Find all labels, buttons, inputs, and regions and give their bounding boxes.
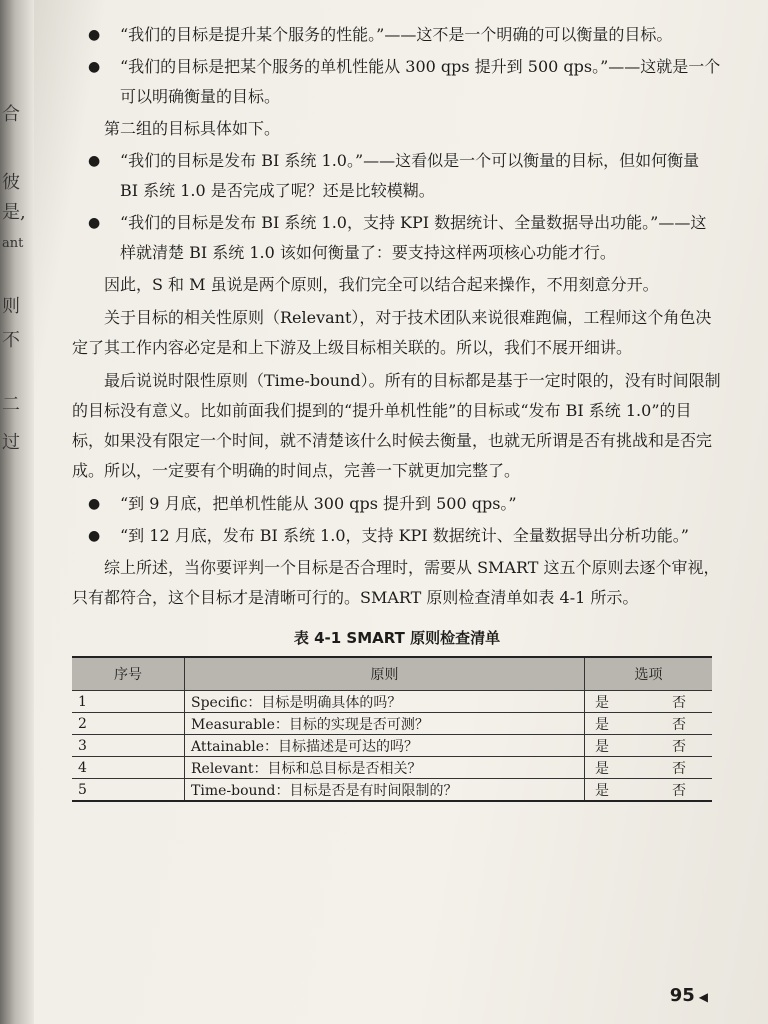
table-row xyxy=(72,713,712,735)
bullet-dot-icon: ● xyxy=(88,215,101,231)
group-heading: 第二组的目标具体如下。 xyxy=(104,119,281,138)
bullet-text: “到 12 月底，发布 BI 系统 1.0，支持 KPI 数据统计、全量数据导出分析功能。” xyxy=(120,526,689,545)
body-paragraph: 关于目标的相关性原则（Relevant），对于技术团队来说很难跑偏，工程师这个角色决定了其工作内容必定是和上下游及上级目标相关联的。所以，我们不展开细讲。 xyxy=(72,308,712,357)
option-no: 否 xyxy=(672,716,686,733)
adjacent-fragment: 不 xyxy=(2,330,20,351)
adjacent-fragment: 二 xyxy=(2,394,20,415)
adjacent-page-edge xyxy=(0,0,34,1024)
row-options xyxy=(585,779,713,802)
option-yes: 是 xyxy=(595,738,609,755)
bullet-dot-icon: ● xyxy=(88,496,101,512)
header-number: 序号 xyxy=(72,657,185,691)
bullet-text: “我们的目标是提升某个服务的性能。”——这不是一个明确的可以衡量的目标。 xyxy=(120,25,673,44)
bullet-item xyxy=(72,521,722,551)
bullet-item xyxy=(72,52,722,112)
bullet-text: “我们的目标是把某个服务的单机性能从 300 qps 提升到 500 qps。”——这就是一个可以明确衡量的目标。 xyxy=(120,57,721,106)
table-caption: 表 4-1 SMART 原则检查清单 xyxy=(293,629,501,647)
option-no: 否 xyxy=(672,738,686,755)
row-options xyxy=(585,757,713,779)
page-number xyxy=(670,985,708,1006)
row-number: 1 xyxy=(72,691,185,713)
bullet-dot-icon: ● xyxy=(88,528,101,544)
body-paragraph: 因此，S 和 M 虽说是两个原则，我们完全可以结合起来操作，不用刻意分开。 xyxy=(104,275,659,294)
table-row xyxy=(72,757,712,779)
adjacent-fragment: 过 xyxy=(2,432,20,453)
bullet-text: “到 9 月底，把单机性能从 300 qps 提升到 500 qps。” xyxy=(120,494,517,513)
header-options: 选项 xyxy=(585,657,713,691)
bullet-dot-icon: ● xyxy=(88,59,101,75)
bullet-item xyxy=(72,146,722,206)
option-yes: 是 xyxy=(595,694,609,711)
row-principle: Measurable：目标的实现是否可测？ xyxy=(185,713,585,735)
row-principle: Specific：目标是明确具体的吗？ xyxy=(185,691,585,713)
row-principle: Time-bound：目标是否是有时间限制的？ xyxy=(185,779,585,802)
option-yes: 是 xyxy=(595,760,609,777)
row-options xyxy=(585,691,713,713)
smart-checklist-table xyxy=(72,656,712,802)
page-number-text: 95 xyxy=(669,985,695,1006)
table-row xyxy=(72,691,712,713)
page-content xyxy=(72,20,722,802)
option-no: 否 xyxy=(672,694,686,711)
adjacent-fragment: 是, xyxy=(2,202,26,223)
header-principle: 原则 xyxy=(185,657,585,691)
book-page xyxy=(34,0,768,1024)
page-arrow-icon: ◀ xyxy=(698,990,708,1004)
body-paragraph: 最后说说时限性原则（Time-bound）。所有的目标都是基于一定时限的，没有时间限制的目标没有意义。比如前面我们提到的“提升单机性能”的目标或“发布 BI 系统 1.0”的目标，如果没有限定一个时间，就不清楚该什么时候去衡量，也就无所谓是否有挑战和是否完成。所以，一定要有个明确的时间点，完善一下就更加完整了。 xyxy=(72,371,721,480)
bullet-dot-icon: ● xyxy=(88,27,101,43)
option-yes: 是 xyxy=(595,716,609,733)
row-number: 3 xyxy=(72,735,185,757)
option-no: 否 xyxy=(672,760,686,777)
adjacent-fragment: 则 xyxy=(2,296,20,317)
row-options xyxy=(585,735,713,757)
adjacent-fragment: 合 xyxy=(2,104,20,125)
body-paragraph: 综上所述，当你要评判一个目标是否合理时，需要从 SMART 这五个原则去逐个审视，只有都符合，这个目标才是清晰可行的。SMART 原则检查清单如表 4-1 所示。 xyxy=(72,558,720,607)
adjacent-fragment: ant xyxy=(2,236,24,251)
bullet-item xyxy=(72,20,722,50)
table-row xyxy=(72,779,712,802)
row-principle: Relevant：目标和总目标是否相关？ xyxy=(185,757,585,779)
bullet-text: “我们的目标是发布 BI 系统 1.0。”——这看似是一个可以衡量的目标，但如何衡量 BI 系统 1.0 是否完成了呢？还是比较模糊。 xyxy=(120,151,700,200)
row-principle: Attainable：目标描述是可达的吗？ xyxy=(185,735,585,757)
table-header-row xyxy=(72,657,712,691)
bullet-item xyxy=(72,208,722,268)
option-yes: 是 xyxy=(595,782,609,799)
bullet-text: “我们的目标是发布 BI 系统 1.0，支持 KPI 数据统计、全量数据导出功能。”——这样就清楚 BI 系统 1.0 该如何衡量了：要支持这样两项核心功能才行。 xyxy=(120,213,707,262)
row-options xyxy=(585,713,713,735)
bullet-dot-icon: ● xyxy=(88,153,101,169)
row-number: 5 xyxy=(72,779,185,802)
row-number: 4 xyxy=(72,757,185,779)
table-row xyxy=(72,735,712,757)
bullet-item xyxy=(72,489,722,519)
row-number: 2 xyxy=(72,713,185,735)
adjacent-fragment: 彼 xyxy=(2,172,20,193)
option-no: 否 xyxy=(672,782,686,799)
